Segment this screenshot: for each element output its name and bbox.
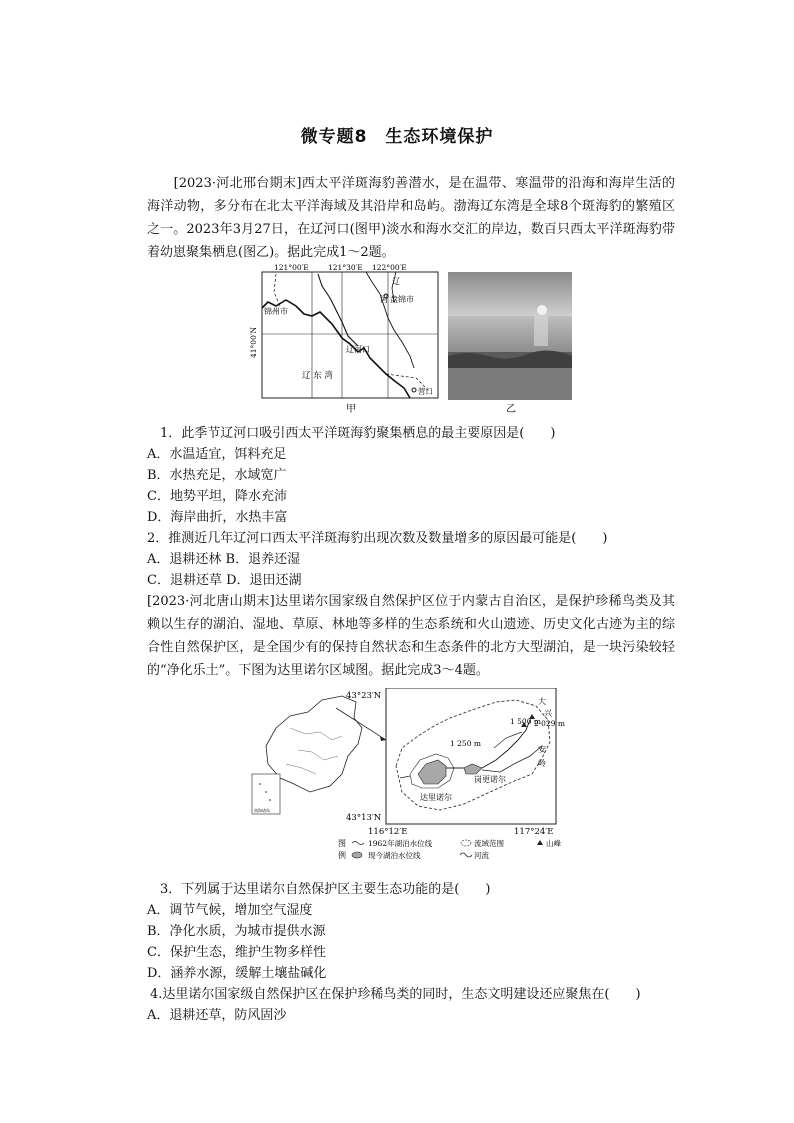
q2-stem: 2．推测近几年辽河口西太平洋斑海豹出现次数及数量增多的原因最可能是( ) bbox=[147, 531, 608, 546]
q3-option-c: C．保护生态，维护生物多样性 bbox=[147, 945, 326, 960]
q4-option-a: A．退耕还草，防风固沙 bbox=[147, 1008, 287, 1023]
label-da: 大 bbox=[538, 697, 546, 706]
label-xing: 兴 bbox=[544, 709, 552, 718]
legend-current: 现今湖泊水位线 bbox=[368, 851, 421, 860]
label-gangengnuoer: 岗更诺尔 bbox=[474, 775, 506, 784]
map-liaohekou bbox=[246, 262, 442, 414]
intro-paragraph-2: [2023·河北唐山期末]达里诺尔国家级自然保护区位于内蒙古自治区，是保护珍稀鸟类及其赖以生存的湖泊、湿地、草原、林地等多样的生态系统和火山遗迹、历史文化古迹为主的综合性自然保护区，是全国少有的保持自然状态和生态条件的北方大型湖泊，是一块污染较轻的“净化乐土”。下图为达里诺尔区域图。据此完成3～4题。 bbox=[147, 594, 675, 678]
label-dalinuoer: 达里诺尔 bbox=[420, 793, 452, 802]
page-title: 微专题8 生态环境保护 bbox=[300, 127, 494, 147]
q3-stem: 3．下列属于达里诺尔自然保护区主要生态功能的是( ) bbox=[160, 882, 491, 897]
lat-label-top: 43°23′N bbox=[346, 691, 382, 701]
intro-paragraph-1: [2023·河北邢台期末]西太平洋斑海豹善潜水，是在温带、寒温带的沿海和海岸生活的海洋动物，多分布在北太平洋海域及其沿岸和岛屿。渤海辽东湾是全球8个斑海豹的繁殖区之一。2023年3月27日，在辽河口(图甲)淡水和海水交汇的岸边，数百只西太平洋斑海豹带着幼崽聚集栖息(图乙)。据此完成1～2题。 bbox=[147, 176, 675, 260]
legend-basin: 流域范围 bbox=[474, 839, 504, 848]
map-legend bbox=[338, 838, 561, 860]
lon-label-left: 116°12′E bbox=[368, 827, 408, 837]
label-liaohekou: 辽河口 bbox=[346, 345, 370, 354]
legend-li: 例 bbox=[338, 851, 346, 860]
label-liao: 辽 bbox=[392, 277, 400, 286]
figure-label-yi: 乙 bbox=[506, 404, 516, 414]
label-liaodongwan: 辽 东 湾 bbox=[302, 371, 333, 381]
q1-option-a: A．水温适宜，饵料充足 bbox=[147, 447, 287, 462]
q3-option-a: A．调节气候，增加空气湿度 bbox=[147, 903, 313, 918]
inset-note: 南海诸岛 bbox=[254, 808, 270, 813]
q1-option-b: B．水热充足，水域宽广 bbox=[147, 468, 287, 483]
q1-stem: 1．此季节辽河口吸引西太平洋斑海豹聚集栖息的最主要原因是( ) bbox=[160, 426, 556, 441]
legend-river: 河流 bbox=[474, 851, 489, 860]
label-panjin: 盘锦市 bbox=[390, 295, 414, 304]
legend-1962: 1962年湖泊水位线 bbox=[368, 839, 433, 848]
q2-options-ab: A．退耕还林 B．退养还湿 bbox=[147, 552, 301, 567]
q3-option-b: B．净化水质，为城市提供水源 bbox=[147, 924, 326, 939]
elevation-2029: 2 029 m bbox=[534, 719, 565, 728]
legend-tu: 图 bbox=[338, 839, 346, 848]
label-an: 安 bbox=[538, 745, 546, 754]
lon-label-2: 121°30′E bbox=[328, 263, 363, 272]
lon-label-1: 121°00′E bbox=[274, 263, 309, 272]
lat-label: 41°00′N bbox=[249, 326, 258, 358]
elevation-1250: 1 250 m bbox=[450, 739, 481, 748]
label-ling: 岭 bbox=[538, 759, 546, 768]
label-he: 河 bbox=[380, 295, 388, 304]
q1-option-d: D．海岸曲折，水热丰富 bbox=[147, 510, 288, 525]
label-jinzhou: 锦州市 bbox=[264, 307, 288, 316]
lon-label-right: 117°24′E bbox=[514, 827, 554, 837]
lat-label-bottom: 43°13′N bbox=[346, 813, 382, 823]
figure-label-jia: 甲 bbox=[346, 404, 356, 414]
q3-option-d: D．涵养水源，缓解土壤盐碱化 bbox=[147, 966, 327, 981]
q1-option-c: C．地势平坦，降水充沛 bbox=[147, 489, 287, 504]
q2-options-cd: C．退耕还草 D．退田还湖 bbox=[147, 573, 302, 588]
photo-seals bbox=[448, 272, 572, 414]
elevation-1500: 1 500 m bbox=[510, 717, 541, 726]
label-yingkou: 营口 bbox=[418, 387, 433, 396]
lon-label-3: 122°00′E bbox=[372, 263, 407, 272]
map-dalinuoer bbox=[250, 688, 580, 860]
legend-peak: 山峰 bbox=[546, 839, 561, 848]
q4-stem: 4.达里诺尔国家级自然保护区在保护珍稀鸟类的同时，生态文明建设还应聚焦在( ) bbox=[150, 987, 641, 1002]
